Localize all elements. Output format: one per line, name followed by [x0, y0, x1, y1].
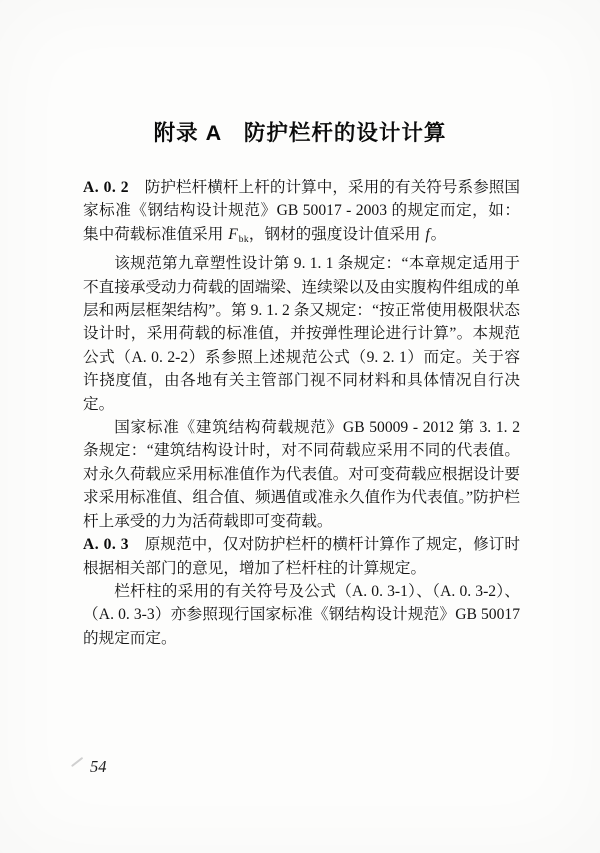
- paragraph: [83, 580, 520, 650]
- clause-label: A. 0. 2: [83, 179, 130, 196]
- appendix-title: 附录 A 防护栏杆的设计计算: [153, 121, 447, 145]
- page-number: 54: [90, 757, 107, 776]
- body-text: [83, 176, 520, 650]
- text-run: 国家标准《建筑结构荷载规范》GB 50009 - 2012 第 3. 1. 2 条规定：“建筑结构设计时，对不同荷载应采用不同的代表值。对永久荷载应采用标准值作为代表值。对可变荷载应根据设计要求采用标准值、组合值、频遇值或准永久值作为代表值。”防护栏杆上承受的力为活荷载即可变荷载。: [83, 419, 520, 530]
- text-run: 防护栏杆横杆上杆的计算中，采用的有关符号系参照国家标准《钢结构设计规范》GB 50017 - 2003 的规定而定，如：集中荷载标准值采用: [83, 179, 520, 243]
- text-run: 该规范第九章塑性设计第 9. 1. 1 条规定：“本章规定适用于不直接承受动力荷载的固端梁、连续梁以及由实腹构件组成的单层和两层框架结构”。第 9. 1. 2 条又规定：“按正常使用极限状态设计时，采用荷载的标准值，并按弹性理论进行计算”。本规范公式（A. 0. 2-2）系参照上述规范公式（9. 2. 1）而定。关于容许挠度值，由各地有关主管部门视不同材料和具体情况自行决定。: [83, 255, 520, 413]
- text-run: ，钢材的强度设计值采用: [248, 225, 425, 243]
- text-run: 原规范中，仅对防护栏杆的横杆计算作了规定，修订时根据相关部门的意见，增加了栏杆柱的计算规定。: [83, 536, 520, 577]
- text-run: f: [425, 225, 430, 243]
- text-run: 栏杆柱的采用的有关符号及公式（A. 0. 3-1）、（A. 0. 3-2）、（A. 0. 3-3）亦参照现行国家标准《钢结构设计规范》GB 50017 的规定而定。: [83, 582, 520, 647]
- clause-label: A. 0. 3: [83, 536, 130, 554]
- paragraph: [83, 252, 520, 416]
- paragraph: [83, 416, 520, 533]
- paragraph: [83, 533, 520, 580]
- text-run: F: [228, 225, 238, 243]
- text-run: bk: [238, 234, 249, 245]
- text-run: 。: [430, 225, 447, 243]
- scan-artifact-mark: [71, 757, 83, 767]
- paragraph: [83, 176, 520, 252]
